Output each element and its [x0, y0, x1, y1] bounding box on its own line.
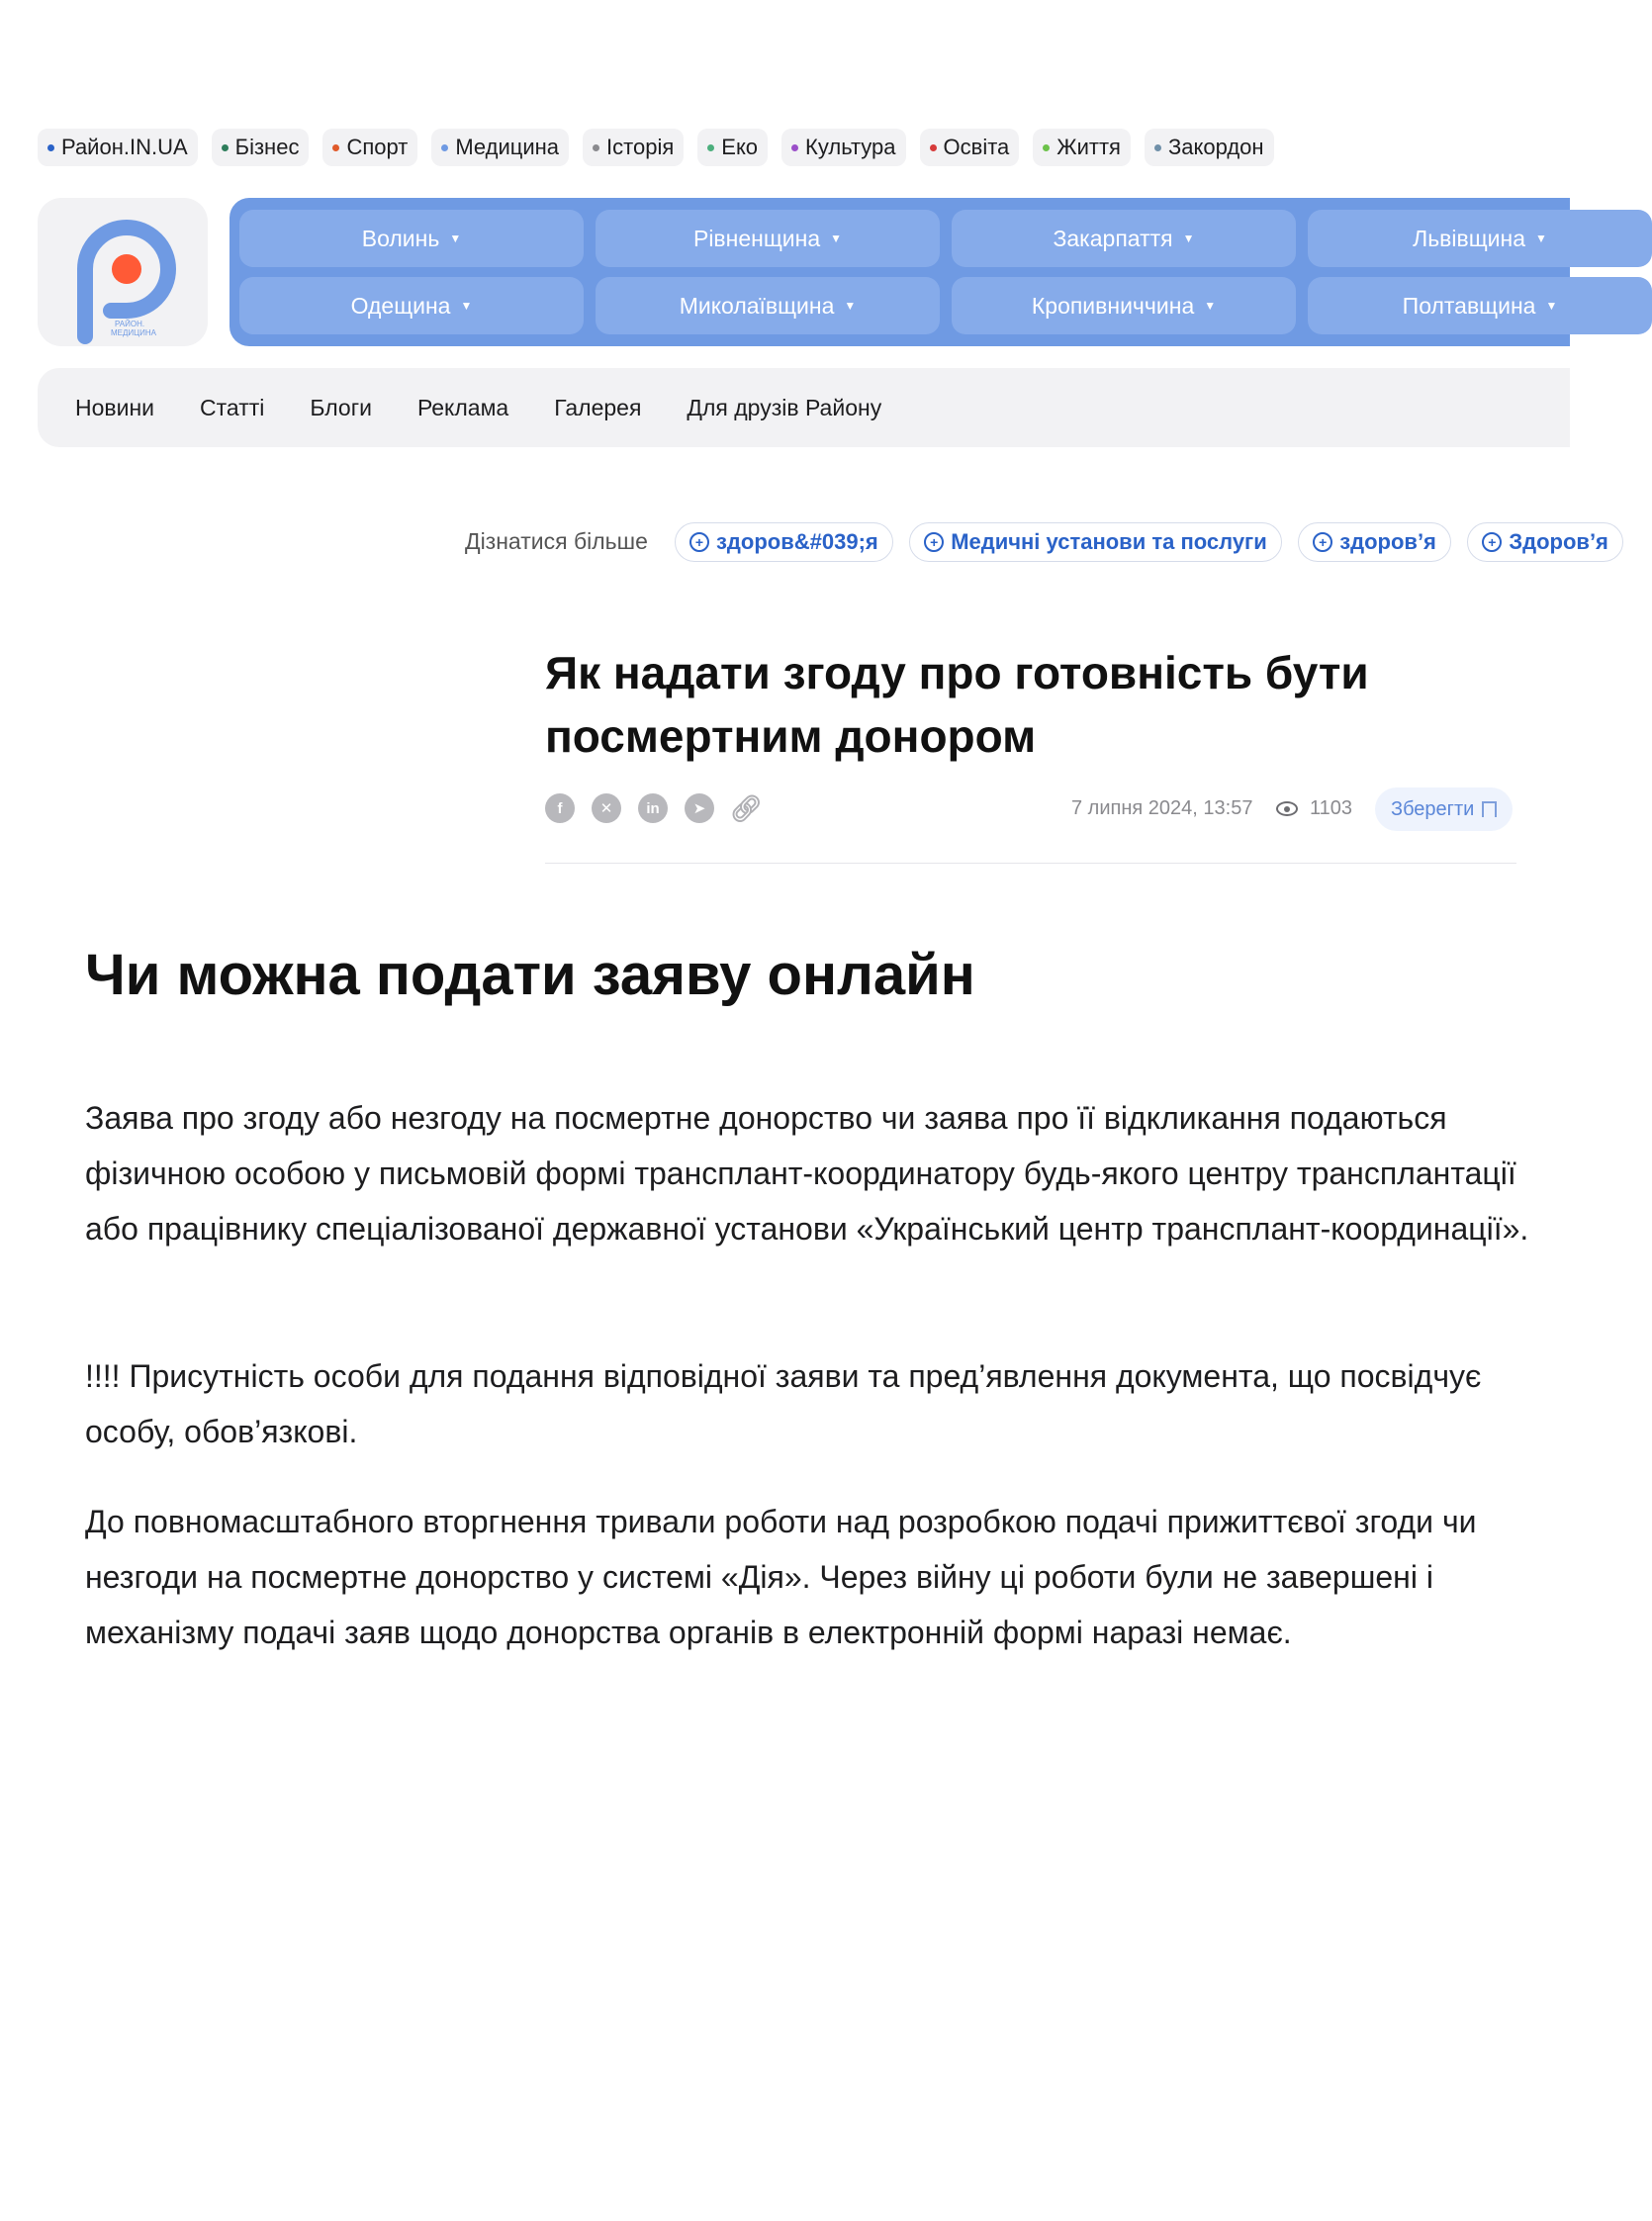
- region-rivne[interactable]: [596, 210, 940, 267]
- region-poltava[interactable]: [1308, 277, 1652, 334]
- site-logo[interactable]: [38, 198, 208, 346]
- article-paragraph: !!!! Присутність особи для подання відповідної заяви та пред’явлення документа, що посвідчує особу, обов’язкові.: [85, 1358, 1482, 1449]
- site-chip-history[interactable]: [583, 129, 684, 166]
- region-label: Кропивниччина: [1031, 292, 1195, 319]
- chevron-down-icon: ▼: [830, 231, 843, 245]
- site-chip-label: Закордон: [1167, 135, 1264, 159]
- site-dot: [930, 144, 937, 151]
- region-zakarpattia[interactable]: [952, 210, 1296, 267]
- tag-label: здоров’я: [1339, 529, 1436, 554]
- site-chip-label: Бізнес: [234, 135, 300, 159]
- region-kropyvnytskyi[interactable]: [952, 277, 1296, 334]
- plus-circle-icon: +: [1313, 532, 1332, 552]
- chevron-down-icon: ▼: [449, 231, 462, 245]
- network-sites-bar: [38, 129, 1274, 166]
- nav-news[interactable]: Новини: [75, 394, 155, 420]
- region-odesa[interactable]: [239, 277, 584, 334]
- logo-line1: РАЙОН.: [115, 320, 145, 328]
- site-chip-label: Район.IN.UA: [61, 135, 188, 159]
- chevron-down-icon: ▼: [460, 299, 473, 313]
- region-label: Львівщина: [1413, 225, 1525, 251]
- tag-label: Здоров’я: [1509, 529, 1608, 554]
- chevron-down-icon: ▼: [1535, 231, 1547, 245]
- site-chip-label: Життя: [1056, 135, 1121, 159]
- save-button[interactable]: [1375, 787, 1513, 831]
- chevron-down-icon: ▼: [844, 299, 857, 313]
- site-chip-life[interactable]: [1033, 129, 1131, 166]
- topic-tag[interactable]: [1298, 522, 1451, 562]
- site-dot: [791, 144, 798, 151]
- region-label: Полтавщина: [1402, 292, 1536, 319]
- nav-articles[interactable]: Статті: [200, 394, 265, 420]
- site-chip-culture[interactable]: [781, 129, 905, 166]
- main-nav: [38, 368, 1570, 447]
- nav-blogs[interactable]: Блоги: [310, 394, 372, 420]
- logo-line2: МЕДИЦИНА: [111, 328, 156, 337]
- plus-circle-icon: +: [924, 532, 944, 552]
- publish-date: 7 липня 2024, 13:57: [1071, 797, 1253, 819]
- site-dot: [332, 144, 339, 151]
- plus-circle-icon: +: [1482, 532, 1502, 552]
- region-label: Миколаївщина: [679, 292, 835, 319]
- topic-tag[interactable]: [1467, 522, 1623, 562]
- section-heading: Чи можна подати заяву онлайн: [85, 943, 975, 1007]
- eye-icon: [1276, 801, 1298, 816]
- region-mykolaiv[interactable]: [596, 277, 940, 334]
- tag-label: Медичні установи та послуги: [951, 529, 1267, 554]
- chevron-down-icon: ▼: [1182, 231, 1195, 245]
- region-lviv[interactable]: [1308, 210, 1652, 267]
- plus-circle-icon: +: [689, 532, 709, 552]
- nav-ads[interactable]: Реклама: [416, 394, 509, 420]
- linkedin-icon[interactable]: in: [638, 793, 668, 823]
- article-title: Як надати згоду про готовність бути посмертним донором: [545, 647, 1369, 762]
- site-chip-eco[interactable]: [697, 129, 768, 166]
- site-chip-business[interactable]: [212, 129, 310, 166]
- site-chip-rayon[interactable]: [38, 129, 198, 166]
- topic-tags: [675, 522, 1608, 566]
- regions-menu: [229, 198, 1570, 346]
- site-dot: [1154, 144, 1161, 151]
- facebook-icon[interactable]: f: [545, 793, 575, 823]
- region-volyn[interactable]: [239, 210, 584, 267]
- learn-more-label: Дізнатися більше: [465, 528, 648, 554]
- logo-dot: [112, 254, 141, 284]
- region-label: Одещина: [350, 292, 451, 319]
- save-button-label: Зберегти: [1391, 797, 1475, 820]
- bookmark-icon: [1482, 801, 1497, 817]
- telegram-icon[interactable]: ➤: [685, 793, 714, 823]
- chevron-down-icon: ▼: [1204, 299, 1217, 313]
- topic-tag[interactable]: [675, 522, 893, 562]
- site-dot: [707, 144, 714, 151]
- site-dot: [441, 144, 448, 151]
- link-icon[interactable]: 🔗︎: [729, 792, 763, 823]
- site-dot: [222, 144, 229, 151]
- site-chip-abroad[interactable]: [1145, 129, 1274, 166]
- region-label: Закарпаття: [1053, 225, 1173, 251]
- view-count: [1276, 797, 1352, 820]
- site-chip-education[interactable]: [920, 129, 1020, 166]
- site-chip-label: Культура: [805, 135, 896, 159]
- site-chip-label: Освіта: [943, 135, 1010, 159]
- tag-label: здоров&#039;я: [716, 529, 878, 554]
- site-dot: [47, 144, 54, 151]
- site-chip-label: Медицина: [455, 135, 560, 159]
- view-count-value: 1103: [1310, 797, 1353, 819]
- site-chip-medicine[interactable]: [431, 129, 569, 166]
- logo-icon: [71, 210, 174, 338]
- site-chip-label: Історія: [606, 135, 675, 159]
- site-dot: [593, 144, 599, 151]
- nav-gallery[interactable]: Галерея: [554, 394, 642, 420]
- x-twitter-icon[interactable]: ✕: [592, 793, 621, 823]
- region-label: Рівненщина: [692, 225, 821, 251]
- nav-friends[interactable]: Для друзів Району: [687, 394, 882, 420]
- share-bar: [545, 793, 761, 823]
- header-divider: [545, 863, 1516, 864]
- site-dot: [1043, 144, 1050, 151]
- region-label: Волинь: [361, 225, 440, 251]
- site-chip-label: Спорт: [346, 135, 409, 159]
- article-paragraph: До повномасштабного вторгнення тривали роботи над розробкою подачі прижиттєвої згоди чи незгоди на посмертне донорство у системі «Дія». Через війну ці роботи були не завершені і механізму подачі заяв щодо донорства органів в електронній формі наразі немає.: [85, 1504, 1477, 1650]
- site-chip-sport[interactable]: [322, 129, 417, 166]
- article-paragraph: Заява про згоду або незгоду на посмертне донорство чи заява про її відкликання подаються фізичною особою у письмовій формі трансплант-координатору будь-якого центру трансплантації або працівнику спеціалізованої державної установи «Український центр трансплант-координації».: [85, 1100, 1529, 1247]
- topic-tag[interactable]: [909, 522, 1282, 562]
- site-chip-label: Еко: [721, 135, 759, 159]
- chevron-down-icon: ▼: [1545, 299, 1558, 313]
